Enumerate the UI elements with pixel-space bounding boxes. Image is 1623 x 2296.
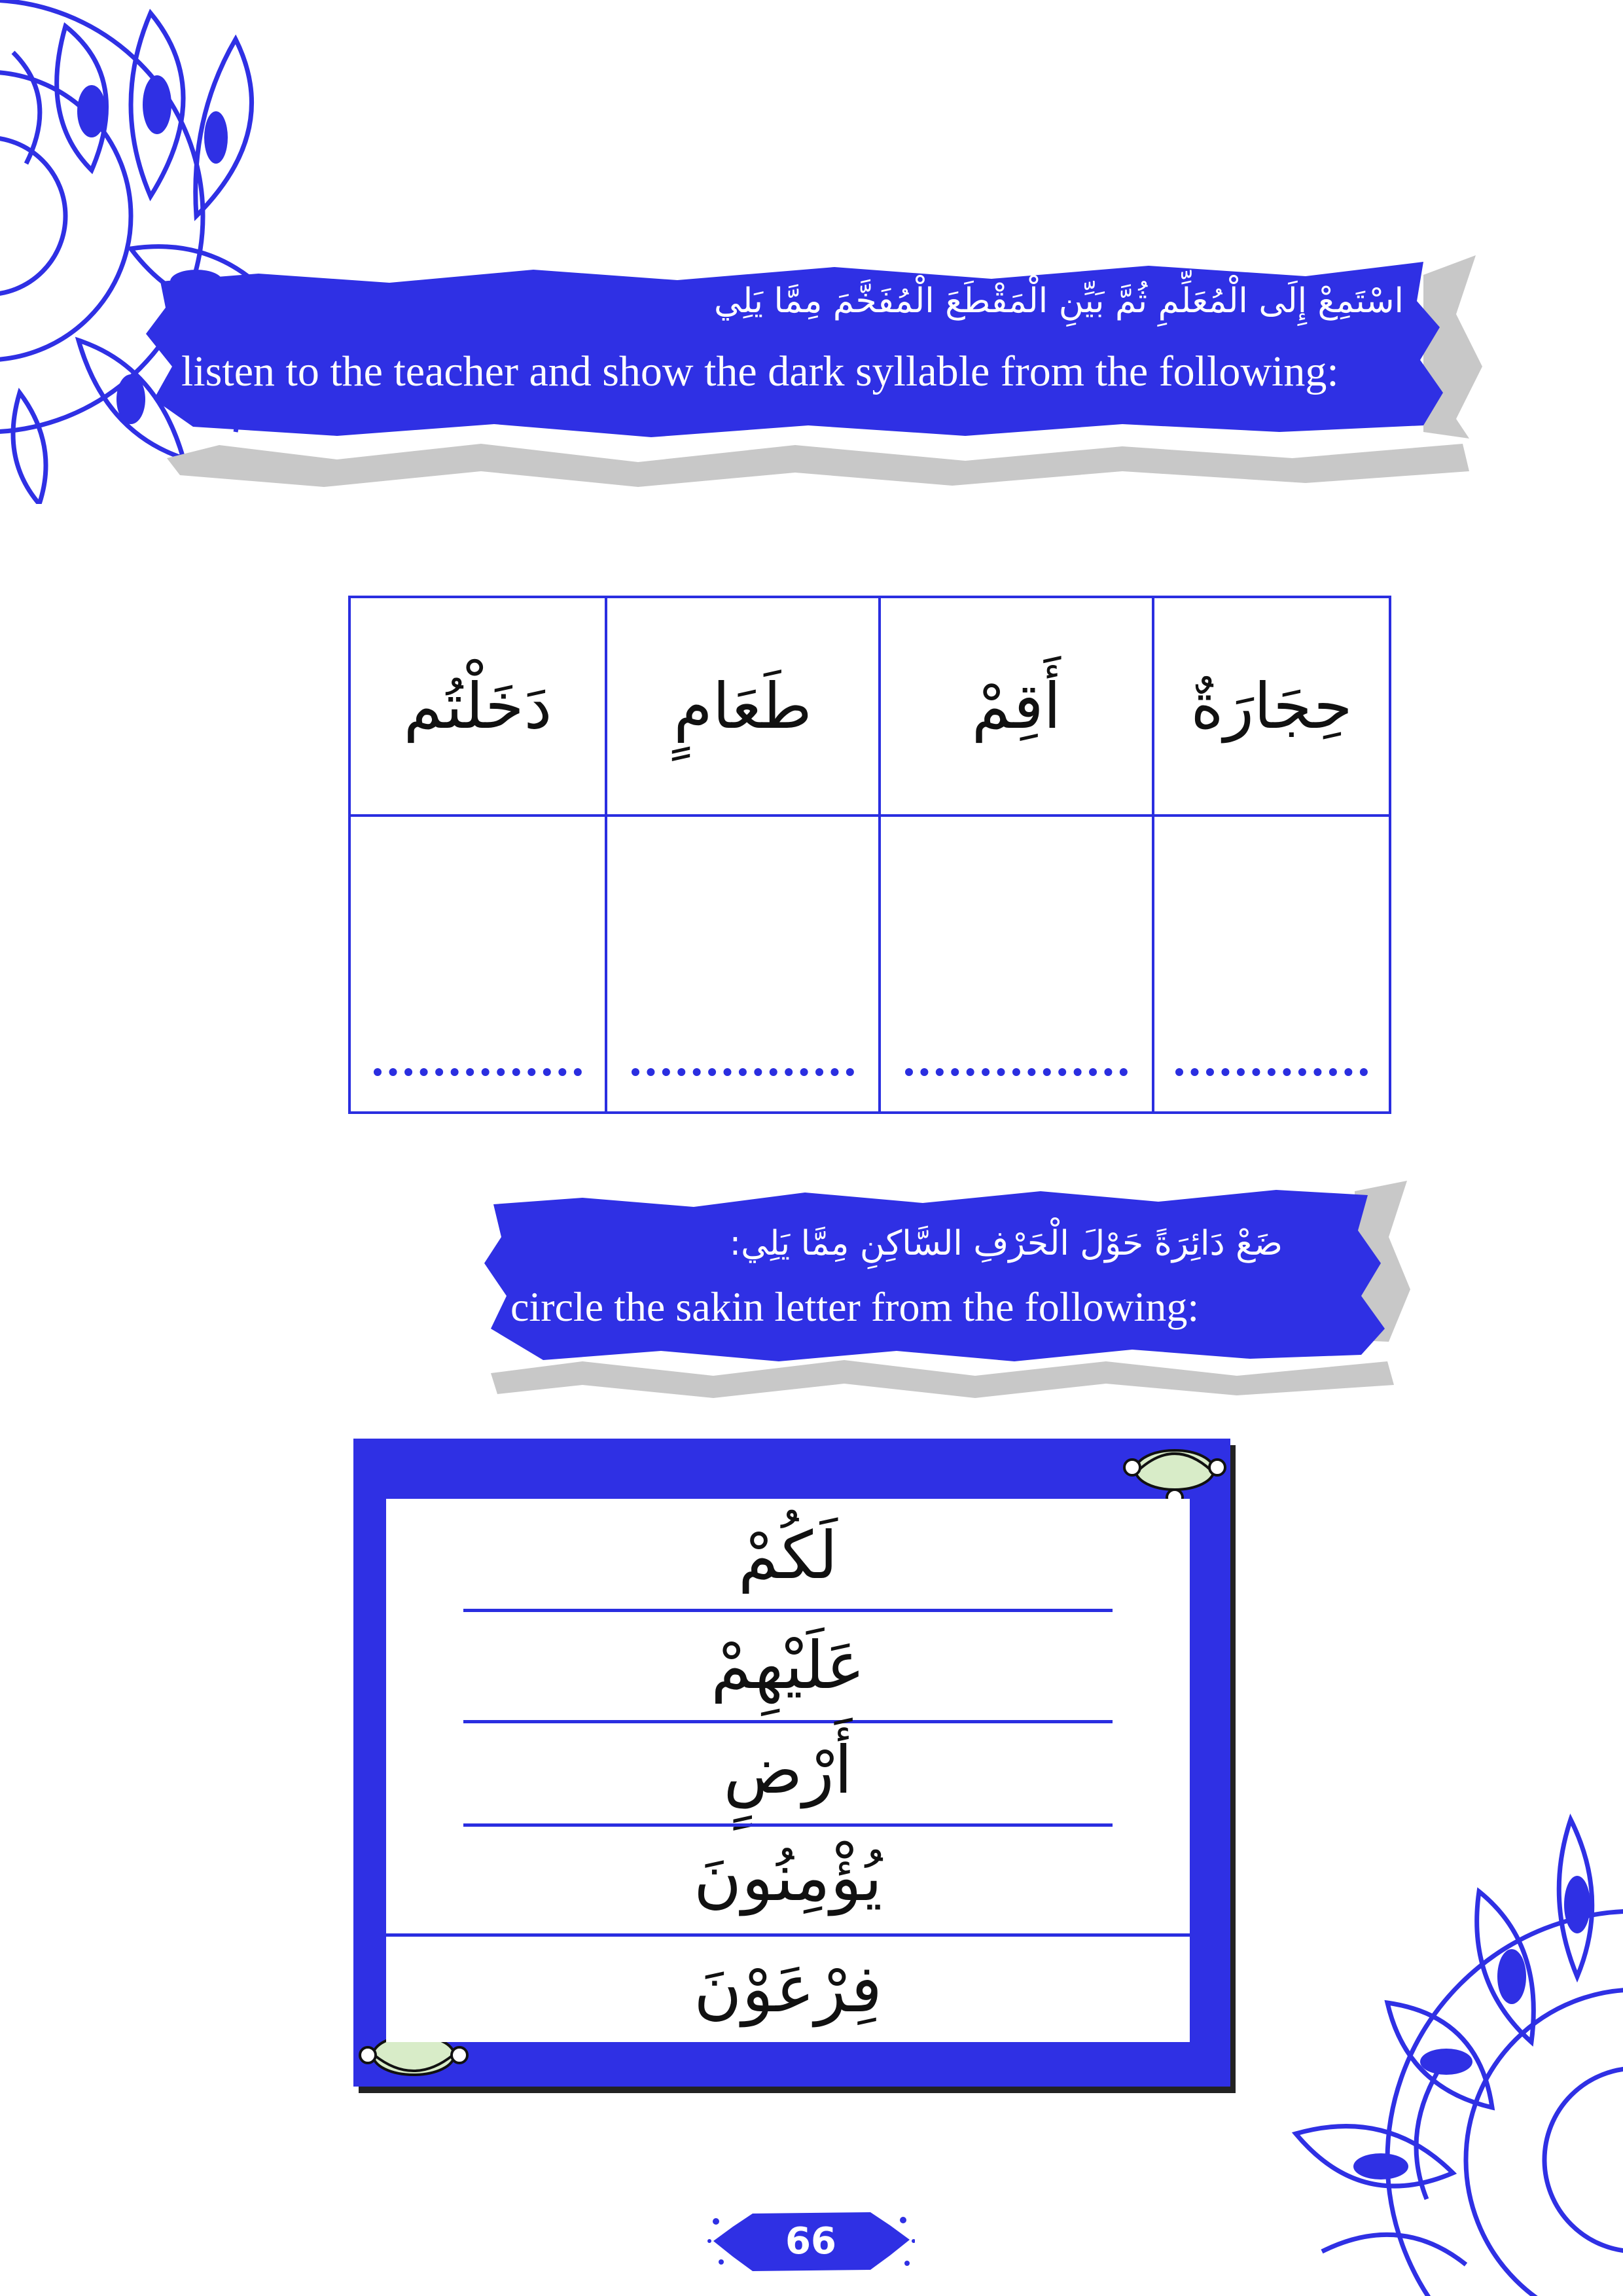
dotted-answer-line xyxy=(1175,1068,1368,1076)
word-cell xyxy=(880,597,1153,816)
word-list-frame xyxy=(353,1439,1230,2087)
page-number-badge xyxy=(707,2207,915,2275)
answer-cell[interactable] xyxy=(1153,816,1390,1113)
answer-cell[interactable] xyxy=(349,816,606,1113)
answer-row xyxy=(349,816,1390,1113)
list-item[interactable]: لَكُمْ xyxy=(738,1517,838,1594)
word: طَعَامٍ xyxy=(673,670,812,743)
word-list-panel xyxy=(386,1499,1190,2042)
word-cell xyxy=(606,597,880,816)
divider xyxy=(463,1720,1113,1723)
divider xyxy=(386,1933,1190,1937)
divider xyxy=(463,1609,1113,1612)
mandala-ornament-bottom-right xyxy=(1270,1793,1623,2296)
word-row xyxy=(349,597,1390,816)
word-cell xyxy=(349,597,606,816)
dotted-answer-line xyxy=(632,1068,853,1076)
instruction-arabic: اسْتَمِعْ إِلَى الْمُعَلِّمِ ثُمَّ بَيِّنِ الْمَقْطَعَ الْمُفَخَّمَ مِمَّا يَلِي xyxy=(713,281,1404,321)
dotted-answer-line xyxy=(374,1068,582,1076)
list-item[interactable]: فِرْعَوْنَ xyxy=(694,1950,882,2027)
instruction-banner-1 xyxy=(141,236,1489,497)
instruction-banner-2 xyxy=(478,1165,1414,1407)
word: دَخَلْتُم xyxy=(403,670,552,743)
instruction-english: listen to the teacher and show the dark syllable from the following: xyxy=(181,348,1339,395)
instruction-english: circle the sakin letter from the following: xyxy=(510,1283,1200,1330)
word: أَقِمْ xyxy=(971,670,1061,743)
syllable-table xyxy=(348,596,1391,1114)
list-item[interactable]: يُؤْمِنُونَ xyxy=(693,1839,883,1916)
answer-cell[interactable] xyxy=(880,816,1153,1113)
word-cell xyxy=(1153,597,1390,816)
word: حِجَارَةٌ xyxy=(1190,670,1353,743)
answer-cell[interactable] xyxy=(606,816,880,1113)
list-item[interactable]: عَلَيْهِمْ xyxy=(711,1627,865,1704)
dotted-answer-line xyxy=(905,1068,1127,1076)
page-number: 66 xyxy=(785,2219,836,2263)
divider xyxy=(463,1823,1113,1827)
instruction-arabic: ضَعْ دَائِرَةً حَوْلَ الْحَرْفِ السَّاكِنِ مِمَّا يَلِي: xyxy=(729,1224,1283,1263)
list-item[interactable]: أَرْضٍ xyxy=(723,1732,853,1808)
